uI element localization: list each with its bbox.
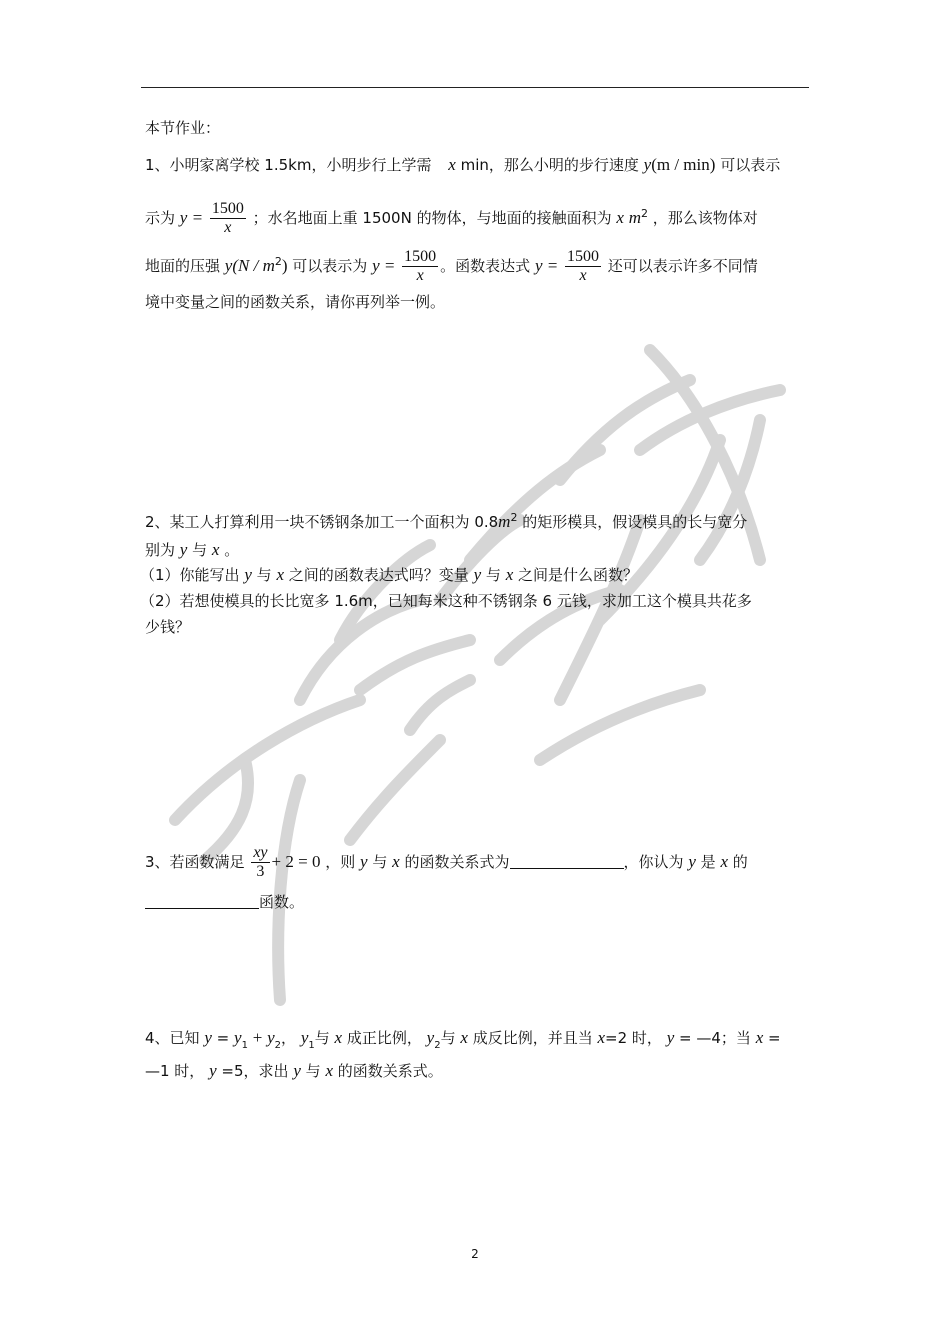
q1-line-1: 1、小明家离学校 1.5km，小明步行上学需 x min，那么小明的步行速度 y(m / min) 可以表示 (145, 155, 781, 174)
q1-line-4: 境中变量之间的函数关系，请你再列举一例。 (145, 293, 446, 311)
q2-part-2-line-1: （2）若想使模具的长比宽多 1.6m，已知每米这种不锈钢条 6 元钱，求加工这个模具共花多 (140, 592, 752, 610)
q2-line-1: 2、某工人打算利用一块不锈钢条加工一个面积为 $0.8m^2$ 的矩形模具，假设模具的长与宽分 (145, 511, 748, 531)
q2-part-1: （1）你能写出 y 与 x 之间的函数表达式吗？变量 y 与 x 之间是什么函数？ (140, 565, 639, 584)
q2-line-2: 别为 y 与 x 。 (145, 540, 240, 559)
q1-line-3: 地面的压强 $y(N / m^2)$ 可以表示为 y = $\frac{1500}{x}$ 。函数表达式 y = $\frac{1500}{x}$ 还可以表示许多不同情 (145, 248, 758, 284)
fraction-1500-over-x-3: $\frac{1500}{x}$ (567, 248, 600, 284)
answer-blank-1[interactable] (510, 852, 624, 869)
q2-part-2-line-2: 少钱？ (145, 618, 191, 636)
fraction-1500-over-x: $\frac{1500}{x}$ (211, 200, 244, 236)
q4-line-2: —1 时， y =5，求出 y 与 x 的函数关系式。 (145, 1061, 443, 1080)
q3-line-1: 3、若函数满足 $\frac{xy}{3}$ + 2 = 0 ，则 y 与 x 的函数关系式为 ，你认为 y 是 x 的 (145, 844, 748, 880)
fraction-1500-over-x-2: $\frac{1500}{x}$ (404, 248, 437, 284)
q4-line-1: 4、已知 $y = y_1 + y_2$， $y_1$与 x 成正比例， $y_2$与 x 成反比例，并且当 x=2 时， y = —4；当 x = (145, 1028, 781, 1051)
q3-line-2: 函数。 (145, 892, 304, 912)
answer-blank-2[interactable] (145, 892, 259, 909)
section-heading: 本节作业： (145, 119, 221, 137)
q1-line-2: 示为 y = $\frac{1500}{x}$ ；水名地面上重 1500N 的物体，与地面的接触面积为 x $m^2$ ，那么该物体对 (145, 200, 758, 236)
page-number: 2 (471, 1247, 479, 1261)
fraction-xy-over-3: $\frac{xy}{3}$ (253, 844, 268, 880)
header-rule (141, 87, 809, 88)
